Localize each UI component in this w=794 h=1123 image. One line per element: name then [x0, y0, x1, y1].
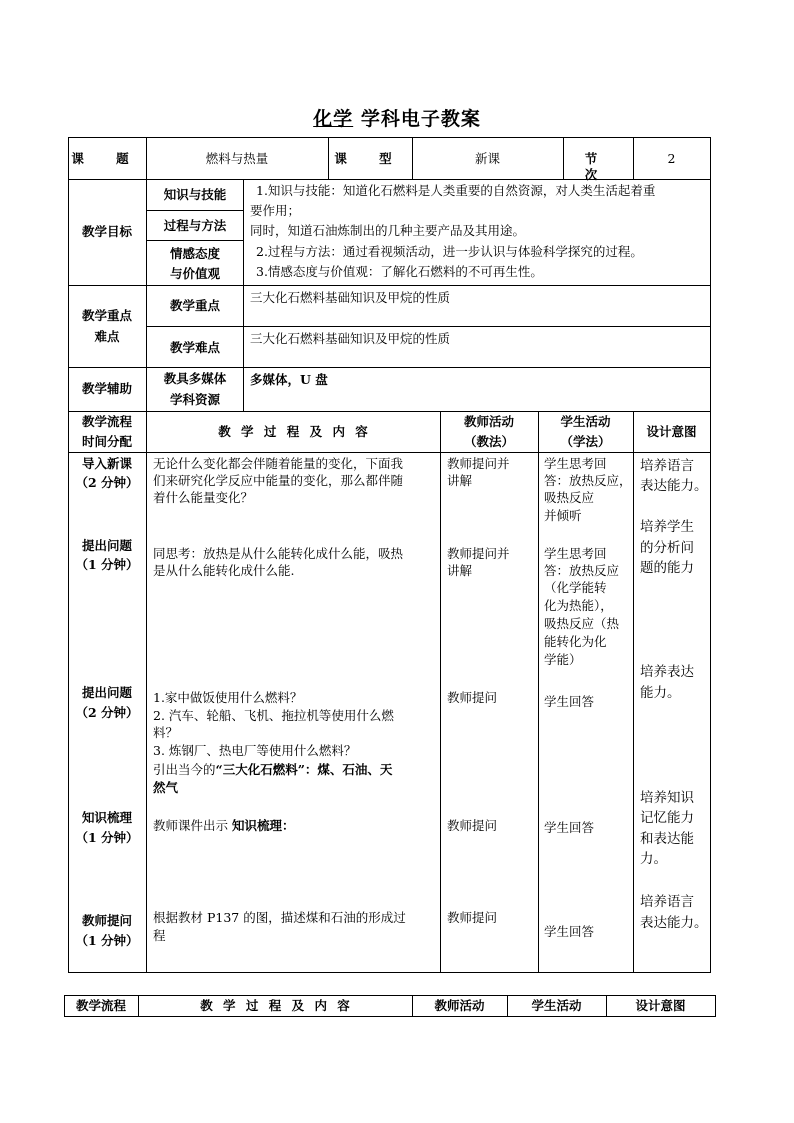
goals-sub-process: 过程与方法	[163, 218, 227, 233]
step-time: （1 分钟）	[75, 557, 139, 572]
step-content: 然气	[153, 780, 179, 795]
aids-sub-1: 教具多媒体	[163, 371, 227, 386]
process-col4-a: 学生活动	[560, 414, 611, 429]
step-content: 根据教材 P137 的图，描述煤和石油的形成过	[153, 910, 406, 925]
student-activity: 化为热能），	[544, 598, 613, 613]
step-content: 2. 汽车、轮船、飞机、拖拉机等使用什么燃	[153, 708, 394, 723]
design-intent: 培养学生	[640, 519, 694, 535]
design-intent: 表达能力。	[640, 478, 708, 494]
teacher-activity: 讲解	[447, 473, 473, 488]
keypoints-label-1: 教学重点	[81, 308, 132, 323]
design-intent: 记忆能力	[640, 810, 694, 826]
student-activity: 学生思考回	[544, 456, 607, 471]
process-col1-a: 教学流程	[81, 414, 132, 429]
step-time: （2 分钟）	[75, 705, 139, 720]
step-time: （1 分钟）	[75, 830, 139, 845]
design-intent: 表达能力。	[640, 915, 708, 931]
jie-ci-label: 节 次	[584, 151, 612, 182]
step-content-b: 知识梳理：	[231, 818, 295, 833]
process-col3-b: （教法）	[463, 434, 514, 449]
step-content: 同思考：放热是从什么能转化成什么能，吸热	[153, 546, 404, 561]
jie-ci-value: 2	[667, 151, 676, 166]
goals-line: 同时，知道石油炼制出的几种主要产品及其用途。	[250, 223, 526, 238]
step-name: 导入新课	[81, 456, 132, 471]
student-activity: 学生回答	[544, 694, 595, 709]
design-intent: 培养语言	[640, 458, 694, 474]
step-content: 3. 炼钢厂、热电厂等使用什么燃料？	[153, 743, 357, 758]
step-content-a: 教师课件出示	[153, 818, 232, 833]
process-col3-a: 教师活动	[463, 414, 514, 429]
footer-col4: 学生活动	[531, 998, 582, 1013]
teacher-activity: 教师提问	[447, 818, 498, 833]
ke-xing-value: 新课	[474, 151, 500, 166]
aids-label: 教学辅助	[81, 381, 132, 396]
process-col4-b: （学法）	[560, 434, 611, 449]
goals-sub-attitude-1: 情感态度	[169, 246, 220, 261]
keypoints-label-2: 难点	[94, 329, 120, 344]
step-content-a: 引出当今的	[153, 762, 216, 777]
title-subject: 化学	[313, 108, 354, 130]
student-activity: 并倾听	[544, 508, 582, 523]
goals-line: 要作用；	[250, 203, 301, 218]
page-title	[0, 104, 794, 131]
footer-col5: 设计意图	[635, 998, 686, 1013]
design-intent: 和表达能	[640, 831, 694, 847]
step-name: 提出问题	[81, 685, 132, 700]
aids-value: 多媒体，U 盘	[250, 372, 328, 387]
step-time: （1 分钟）	[75, 933, 139, 948]
goals-label: 教学目标	[81, 224, 132, 239]
step-content: 们来研究化学反应中能量的变化，那么都伴随	[153, 473, 404, 488]
student-activity: 学生回答	[544, 820, 595, 835]
student-activity: （化学能转	[544, 580, 607, 595]
student-activity: 学能）	[544, 652, 582, 667]
step-content-b: “三大化石燃料”：煤、石油、天	[215, 762, 393, 777]
step-content: 着什么能量变化？	[153, 490, 254, 505]
design-intent: 题的能力	[640, 560, 694, 576]
design-intent: 培养表达	[640, 664, 694, 680]
step-name: 知识梳理	[81, 810, 132, 825]
student-activity: 答：放热反应	[544, 563, 620, 578]
teacher-activity: 教师提问并	[447, 456, 510, 471]
design-intent: 的分析问	[640, 540, 694, 556]
ke-xing-label: 课 型	[334, 151, 406, 166]
nandian-label: 教学难点	[169, 340, 220, 355]
step-content	[153, 762, 392, 778]
zhongdian-value: 三大化石燃料基础知识及甲烷的性质	[250, 290, 451, 305]
footer-col3: 教师活动	[434, 998, 485, 1013]
step-name: 提出问题	[81, 538, 132, 553]
step-name: 教师提问	[81, 913, 132, 928]
teacher-activity: 讲解	[447, 563, 473, 578]
goals-line: 1.知识与技能：知道化石燃料是人类重要的自然资源，对人类生活起着重	[256, 183, 656, 198]
aids-sub-2: 学科资源	[169, 392, 220, 407]
teacher-activity: 教师提问并	[447, 546, 510, 561]
goals-line: 3.情感态度与价值观：了解化石燃料的不可再生性。	[256, 264, 543, 279]
design-intent: 培养知识	[640, 790, 694, 806]
step-content: 程	[153, 928, 166, 943]
step-content: 1.家中做饭使用什么燃料？	[153, 690, 303, 705]
design-intent: 能力。	[640, 685, 681, 701]
teacher-activity: 教师提问	[447, 910, 498, 925]
process-col2: 教 学 过 程 及 内 容	[218, 424, 368, 439]
student-activity: 吸热反应（热	[544, 616, 620, 631]
student-activity: 学生思考回	[544, 546, 607, 561]
student-activity: 学生回答	[544, 924, 595, 939]
ke-ti-value: 燃料与热量	[205, 151, 269, 166]
step-content	[153, 818, 295, 834]
student-activity: 能转化为化	[544, 634, 607, 649]
goals-line: 2.过程与方法：通过看视频活动，进一步认识与体验科学探究的过程。	[256, 244, 643, 259]
student-activity: 吸热反应	[544, 490, 595, 505]
step-time: （2 分钟）	[75, 475, 139, 490]
design-intent: 力。	[640, 851, 667, 867]
step-content: 无论什么变化都会伴随着能量的变化，下面我	[153, 456, 404, 471]
design-intent: 培养语言	[640, 894, 694, 910]
goals-sub-attitude-2: 与价值观	[169, 266, 220, 281]
nandian-value: 三大化石燃料基础知识及甲烷的性质	[250, 331, 451, 346]
teacher-activity: 教师提问	[447, 690, 498, 705]
footer-col2: 教 学 过 程 及 内 容	[200, 998, 350, 1013]
step-content: 是从什么能转化成什么能.	[153, 563, 295, 578]
process-col1-b: 时间分配	[81, 434, 132, 449]
title-rest: 学科电子教案	[360, 108, 481, 130]
ke-ti-label: 课 题	[71, 151, 143, 166]
footer-col1: 教学流程	[75, 998, 126, 1013]
step-content: 料？	[153, 725, 179, 740]
student-activity: 答：放热反应，	[544, 473, 632, 488]
process-col5: 设计意图	[646, 424, 697, 439]
goals-sub-knowledge: 知识与技能	[163, 187, 227, 202]
zhongdian-label: 教学重点	[169, 298, 220, 313]
